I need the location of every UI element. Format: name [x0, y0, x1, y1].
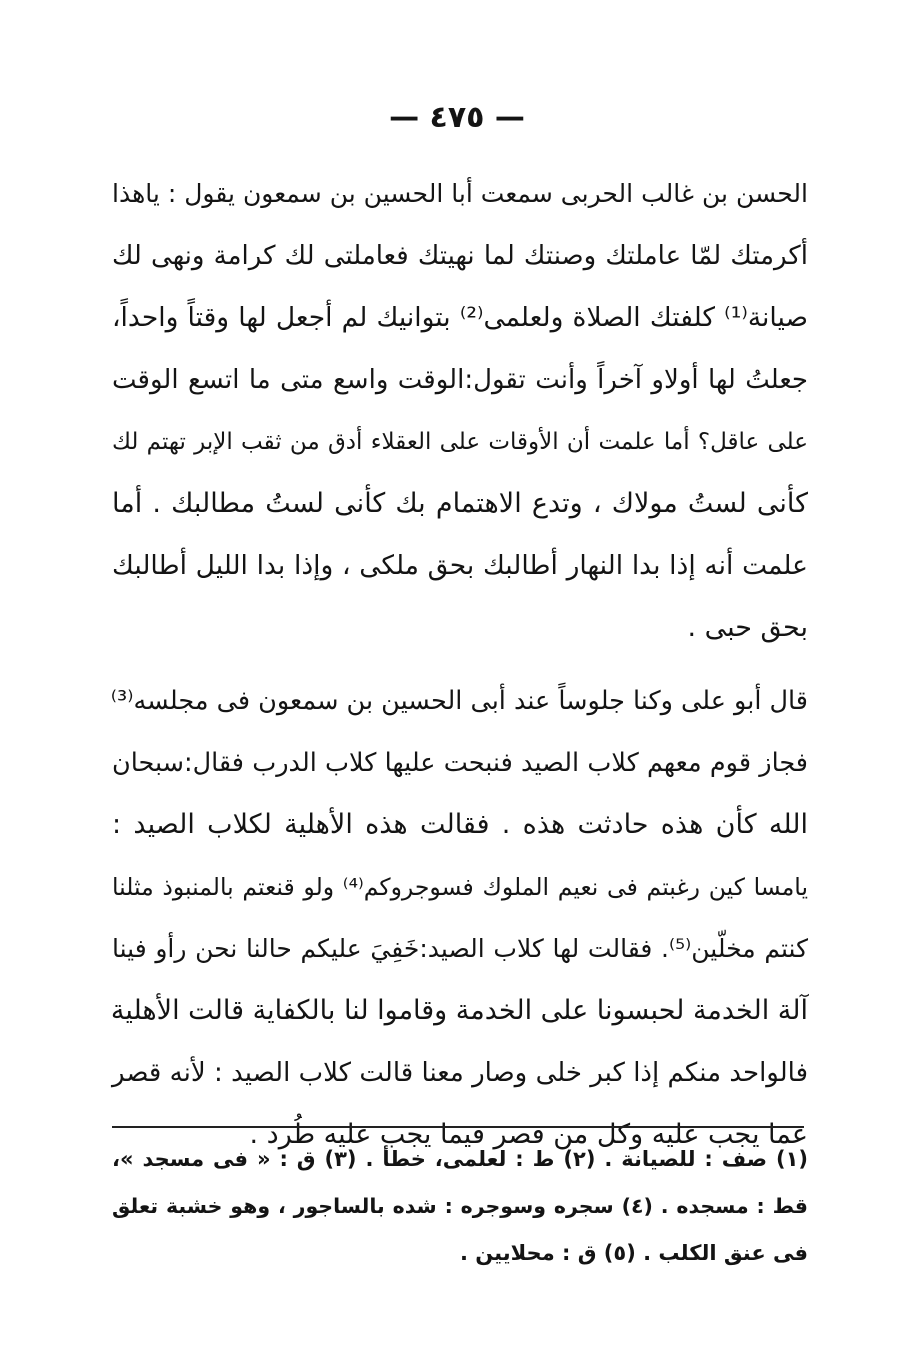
footnote-line: (١) صف : للصيانة . (٢) ط : لعلمى، خطأ . (٣) ق : « فى مسجد »، [112, 1147, 808, 1171]
main-text [112, 163, 808, 1166]
footnote-divider [112, 1126, 804, 1128]
text-line: يامسا كين رغبتم فى نعيم الملوك فسوجروكم⁽⁴⁾ ولو قنعتم بالمنبوذ مثلنا [112, 873, 808, 901]
text-line: جعلتُ لها أولاو آخراً وأنت تقول:الوقت واسع متى ما اتسع الوقت [112, 365, 808, 395]
text-line: الحسن بن غالب الحربى سمعت أبا الحسين بن سمعون يقول : ياهذا [112, 179, 808, 208]
text-line: علمت أنه إذا بدا النهار أطالبك بحق ملكى ، وإذا بدا الليل أطالبك [112, 550, 808, 581]
page-number: — ٤٧٥ — [389, 100, 525, 135]
text-line: فجاز قوم معهم كلاب الصيد فنبحت عليها كلاب الدرب فقال:سبحان [112, 748, 808, 778]
footnote-line: قط : مسجده . (٤) سجره وسوجره : شده بالساجور ، وهو خشبة تعلق [112, 1194, 808, 1218]
footnote-line: فى عنق الكلب . (٥) ق : محلايين . [459, 1241, 808, 1265]
text-line: عما يجب عليه وكل من قصر فيما يجب عليه طُرد . [249, 1119, 808, 1150]
text-line: الله كأن هذه حادثت هذه . فقالت هذه الأهلية لكلاب الصيد : [112, 809, 808, 840]
text-line: كأنى لستُ مولاك ، وتدع الاهتمام بك كأنى لستُ مطالبك . أما [112, 488, 808, 519]
paragraph-gap [112, 659, 808, 670]
text-line: صيانة⁽¹⁾ كلفتك الصلاة ولعلمى⁽²⁾ بتوانيك لم أجعل لها وقتاً واحداً، [112, 302, 808, 333]
paragraph [112, 670, 808, 1166]
footnotes [112, 1136, 808, 1277]
text-line: فالواحد منكم إذا كبر خلى وصار معنا قالت كلاب الصيد : لأنه قصر [112, 1058, 808, 1088]
text-line: بحق حبى . [687, 612, 808, 643]
text-line: كنتم مخلّين⁽⁵⁾. فقالت لها كلاب الصيد:خَفِيَ عليكم حالنا نحن رأو فينا [112, 934, 808, 963]
text-line: أكرمتك لمّا عاملتك وصنتك لما نهيتك فعاملتى لك كرامة ونهى لك [112, 241, 808, 271]
paragraph [112, 163, 808, 659]
text-line: آلة الخدمة لحبسونا على الخدمة وقاموا لنا بالكفاية قالت الأهلية [110, 995, 808, 1026]
text-line: على عاقل؟ أما علمت أن الأوقات على العقلاء أدق من ثقب الإبر تهتم لك [112, 429, 808, 455]
text-line: قال أبو على وكنا جلوساً عند أبى الحسين بن سمعون فى مجلسه⁽³⁾ [110, 686, 808, 716]
